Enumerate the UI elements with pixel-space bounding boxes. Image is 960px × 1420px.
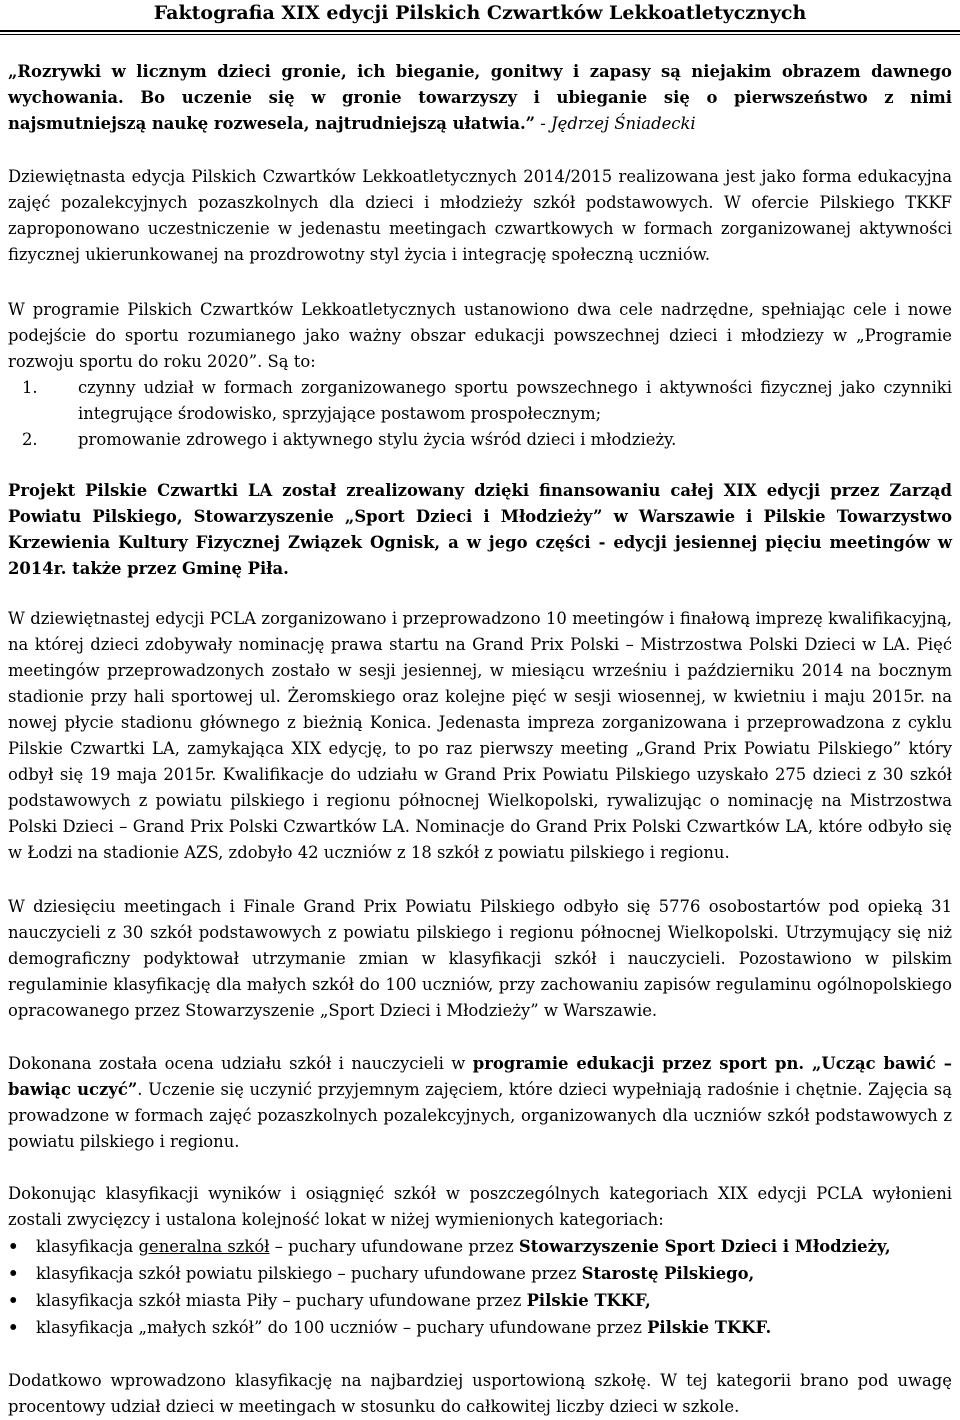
paragraph-funding: Projekt Pilskie Czwartki LA został zrealizowany dzięki finansowaniu całej XIX edycji przez Zarząd Powiatu Pilskiego, Stowarzyszenie „Sport Dzieci i Młodzieży” w Warszawie i Pilskie Towarzystwo Krzewienia Kultury Fizycznej Związek Ognisk, a w jego części - edycji jesiennej pięciu meetingów w 2014r. także przez Gminę Piła. [8,481,952,578]
motto-quote [8,59,952,137]
goals-list [8,375,952,453]
goals-intro: W programie Pilskich Czwartków Lekkoatletycznych ustanowiono dwa cele nadrzędne, spełniając cele i nowe podejście do sportu rozumianego jako ważny obszar edukacji powszechnej dzieci i młodziezy w „Programie rozwoju sportu do roku 2020”. Są to: [8,300,952,371]
document-page [8,0,952,1420]
paragraph-sportiest-school: Dodatkowo wprowadzono klasyfikację na najbardziej usportowioną szkołę. W tej kategorii brano pod uwagę procentowy udział dzieci w meetingach w stosunku do całkowitej liczby dzieci w szkole. [8,1371,952,1416]
motto-author: - Jędrzej Śniadecki [535,114,696,133]
goal-number: 1. [22,378,38,397]
goal-item [8,375,952,427]
goal-text: czynny udział w formach zorganizowanego sportu powszechnego i aktywności fizycznej jako czynniki integrujące środowisko, sprzyjające postawom prospołecznym; [78,378,952,423]
goal-number: 2. [22,430,38,449]
goal-item [8,427,952,453]
classification-intro: Dokonując klasyfikacji wyników i osiągnięć szkół w poszczególnych kategoriach XIX edycji PCLA wyłonieni zostali zwycięzcy i ustalona kolejność lokat w niżej wymienionych kategoriach: [8,1184,952,1229]
paragraph-intro: Dziewiętnasta edycja Pilskich Czwartków Lekkoatletycznych 2014/2015 realizowana jest jako forma edukacyjna zajęć pozalekcyjnych pozaszkolnych dla dzieci i młodzieży szkół podstawowych. W ofercie Pilskiego TKKF zaproponowano uczestniczenie w jedenastu meetingach czwartkowych w formach zorganizowanej aktywności fizycznej ukierunkowanej na prozdrowotny styl życia i integrację społeczną uczniów. [8,167,952,264]
category-list [8,1233,952,1341]
paragraph-evaluation [8,1051,952,1155]
bullet-icon: • [8,1264,19,1283]
goal-text: promowanie zdrowego i aktywnego stylu życia wśród dzieci i młodzieży. [78,430,677,449]
header-rule-thin [0,34,960,35]
category-item: • klasyfikacja szkół powiatu pilskiego – puchary ufundowane przez Starostę Pilskiego, [8,1260,952,1287]
bullet-icon: • [8,1291,19,1310]
evaluation-text-c: . Uczenie się uczynić przyjemnym zajęciem, które dzieci wypełniają radośnie i chętnie. Zajęcia są prowadzone w formach zajęć pozaszkolnych pozalekcyjnych, organizowanych dla uczniów szkół podstawowych z powiatu pilskiego i regionu. [8,1080,952,1151]
paragraph-statistics: W dziesięciu meetingach i Finale Grand Prix Powiatu Pilskiego odbyło się 5776 osobostartów pod opieką 31 nauczycieli z 30 szkół podstawowych z powiatu pilskiego i regionu północnej Wielkopolski. Utrzymujący się niż demograficzny podyktował utrzymanie zmian w klasyfikacji szkół i nauczycieli. Pozostawiono w pilskim regulaminie klasyfikację dla małych szkół do 100 uczniów, przy zachowaniu zapisów regulaminu ogólnopolskiego opracowanego przez Stowarzyszenie „Sport Dzieci i Młodzieży” w Warszawie. [8,897,952,1020]
motto-text: „Rozrywki w licznym dzieci gronie, ich bieganie, gonitwy i zapasy są niejakim obrazem dawnego wychowania. Bo uczenie się w gronie towarzyszy i ubieganie się o pierwszeństwo z nimi najsmutniejszą naukę rozwesela, najtrudniejszą ułatwia.” [8,62,952,133]
category-item: • klasyfikacja „małych szkół” do 100 uczniów – puchary ufundowane przez Pilskie TKKF. [8,1314,952,1341]
bullet-icon: • [8,1237,19,1256]
bullet-icon: • [8,1318,19,1337]
category-item: • klasyfikacja generalna szkół – puchary ufundowane przez Stowarzyszenie Sport Dzieci i Młodzieży, [8,1233,952,1260]
evaluation-text-a: Dokonana została ocena udziału szkół i nauczycieli w [8,1054,473,1073]
page-header: Faktografia XIX edycji Pilskich Czwartków Lekkoatletycznych [153,2,807,24]
evaluation-program-name: programie edukacji przez sport pn. „Ucząc bawić – bawiąc uczyć” [8,1054,952,1099]
paragraph-classification [8,1181,952,1341]
category-item: • klasyfikacja szkół miasta Piły – puchary ufundowane przez Pilskie TKKF, [8,1287,952,1314]
header-rule-thick [0,30,960,32]
paragraph-goals [8,297,952,453]
paragraph-meetings: W dziewiętnastej edycji PCLA zorganizowano i przeprowadzono 10 meetingów i finałową imprezę kwalifikacyjną, na której dzieci zdobywały nominację prawa startu na Grand Prix Polski – Mistrzostwa Polski Dzieci w LA. Pięć meetingów przeprowadzonych zostało w sesji jesiennej, w miesiącu wrześniu i październiku 2014 na bocznym stadionie przy hali sportowej ul. Żeromskiego oraz kolejne pięć w sesji wiosennej, w kwietniu i maju 2015r. na nowej płycie stadionu głównego z bieżnią Konica. Jedenasta impreza zorganizowana i przeprowadzona z cyklu Pilskie Czwartki LA, zamykająca XIX edycję, to po raz pierwszy meeting „Grand Prix Powiatu Pilskiego” który odbył się 19 maja 2015r. Kwalifikacje do udziału w Grand Prix Powiatu Pilskiego uzyskało 275 dzieci z 30 szkół podstawowych z powiatu pilskiego i regionu północnej Wielkopolski, rywalizując o nominację na Mistrzostwa Polski Dzieci – Grand Prix Polski Czwartków LA. Nominacje do Grand Prix Polski Czwartków LA, które odbyło się w Łodzi na stadionie AZS, zdobyło 42 uczniów z 18 szkół z powiatu pilskiego i regionu. [8,609,952,862]
